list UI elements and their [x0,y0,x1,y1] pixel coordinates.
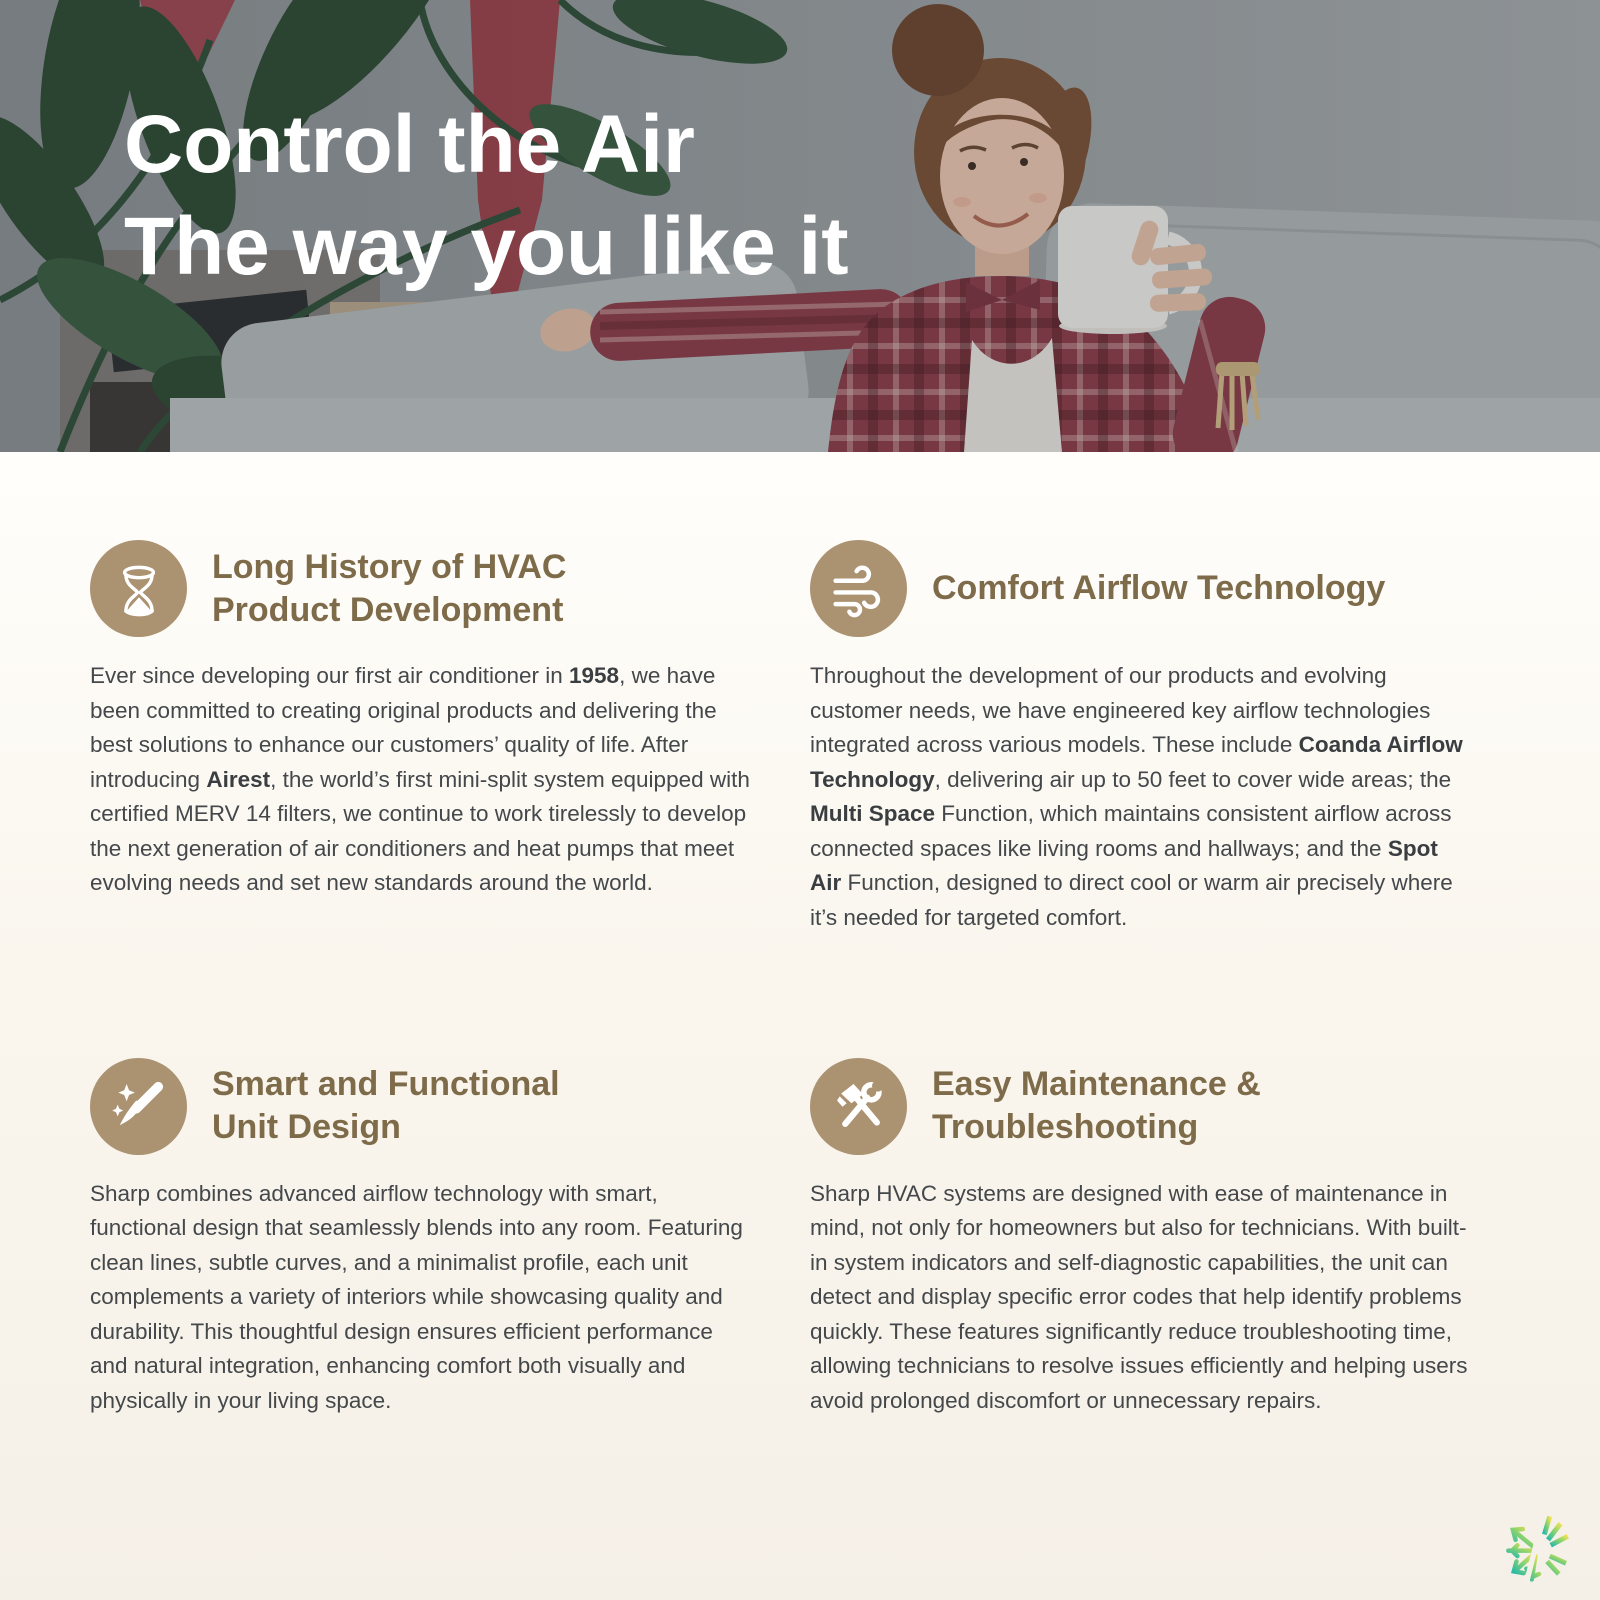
feature-paragraph: Ever since developing our first air conditioner in 1958, we have been committed to creating original products and delivering the best solutions to enhance our customers’ quality of life. After introducing Airest, the world’s first mini-split system equipped with certified MERV 14 filters, we continue to work tirelessly to develop the next generation of air conditioners and heat pumps that meet evolving needs and set new standards around the world. [90,663,750,895]
hero-title [124,94,849,298]
feature-header [90,540,750,637]
feature-title: Comfort Airflow Technology [932,569,1386,607]
hourglass-icon [90,540,187,637]
feature-header [90,1058,750,1155]
hammer-wrench-icon [810,1058,907,1155]
feature-card-smart-design [90,1058,750,1441]
feature-paragraph: Throughout the development of our products and evolving customer needs, we have engineered key airflow technologies integrated across various models. These include Coanda Airflow Technology, delivering air up to 50 feet to cover wide areas; the Multi Space Function, which maintains consistent airflow across connected spaces like living rooms and hallways; and the Spot Air Function, designed to direct cool or warm air precisely where it’s needed for targeted comfort. [810,663,1463,930]
features-grid [90,540,1510,1441]
hero-title-line1: Control the Air [124,99,695,190]
sun-snowflake-logo [1503,1511,1575,1583]
features-section [0,452,1600,1600]
feature-title: Easy Maintenance & Troubleshooting [932,1065,1261,1146]
feature-card-easy-maintenance [810,1058,1470,1441]
feature-paragraph: Sharp HVAC systems are designed with ease of maintenance in mind, not only for homeowners but also for technicians. With built-in system indicators and self-diagnostic capabilities, the unit can detect and display specific error codes that help identify problems quickly. These features significantly reduce troubleshooting time, allowing technicians to resolve issues efficiently and helping users avoid prolonged discomfort or unnecessary repairs. [810,1180,1468,1413]
wind-icon [810,540,907,637]
hero-section [0,0,1600,452]
hero-title-line2: The way you like it [124,201,849,292]
feature-title: Long History of HVAC Product Development [212,547,567,629]
paintbrush-sparkle-icon [90,1058,187,1155]
feature-card-comfort-airflow [810,540,1470,958]
feature-header [810,1058,1470,1155]
feature-paragraph: Sharp combines advanced airflow technology with smart, functional design that seamlessly blends into any room. Featuring clean lines, subtle curves, and a minimalist profile, each unit complements a variety of interiors while showcasing quality and durability. This thoughtful design ensures efficient performance and natural integration, enhancing comfort both visually and physically in your living space. [90,1180,743,1413]
feature-title: Smart and Functional Unit Design [212,1065,560,1146]
feature-header [810,540,1470,637]
feature-card-long-history [90,540,750,958]
